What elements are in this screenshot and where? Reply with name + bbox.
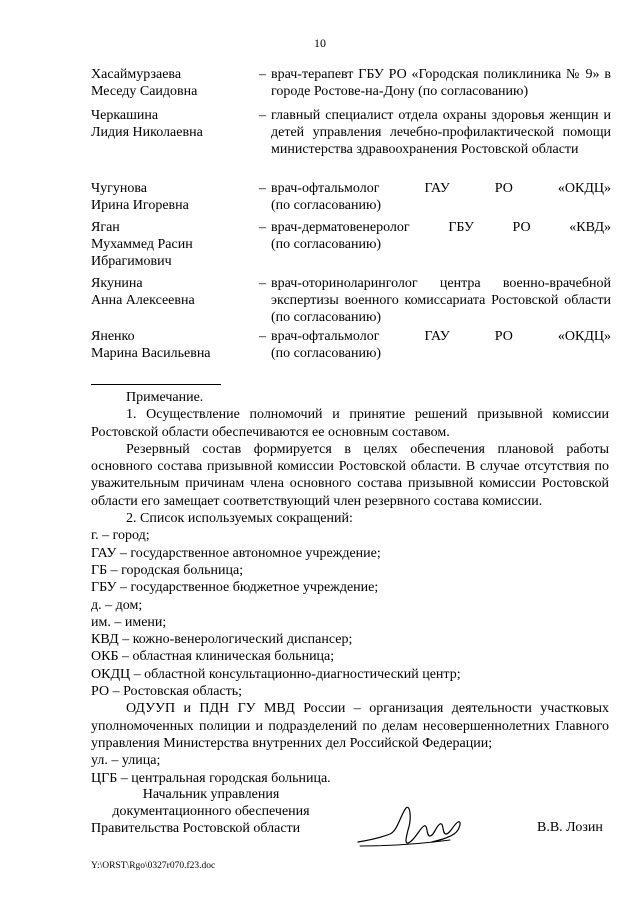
abbreviation-item: РО – Ростовская область;	[91, 684, 243, 700]
member-role: врач-оториноларинголог центра военно-врачебной экспертизы военного комиссариата Ростовской области (по согласованию)	[271, 276, 611, 325]
abbreviation-item: ГБУ – государственное бюджетное учреждение;	[91, 580, 379, 596]
abbreviation-item: ОКДЦ – областной консультационно-диагностический центр;	[91, 666, 461, 682]
dash: –	[259, 67, 266, 82]
handwritten-signature	[350, 796, 480, 856]
member-entry	[91, 180, 611, 216]
abbreviation-item: г. – город;	[91, 528, 150, 544]
member-given-names: Ирина Игоревна	[91, 198, 189, 213]
member-given-names: Мухаммед Расин	[91, 237, 193, 252]
signature-title-block	[91, 786, 331, 837]
member-role-line: врач-офтальмолог ГАУ РО «ОКДЦ»	[271, 181, 611, 196]
member-surname: Яненко	[91, 329, 135, 344]
dash: –	[259, 329, 266, 344]
member-given-names: Лидия Николаевна	[91, 125, 203, 140]
member-surname: Черкашина	[91, 108, 159, 123]
notes-paragraph: 2. Список используемых сокращений:	[126, 511, 353, 527]
member-name	[91, 180, 256, 214]
abbreviation-item: ОДУУП и ПДН ГУ МВД России – организация деятельности участковых уполномоченных полиции и подразделений по делам несовершеннолетних Главного управления Министерства внутренних дел Российской Федерации;	[91, 701, 609, 751]
member-role-line: (по согласованию)	[271, 346, 382, 361]
dash: –	[259, 108, 266, 123]
member-entry	[91, 219, 611, 271]
abbreviation-item: ул. – улица;	[91, 753, 161, 769]
member-role-line: (по согласованию)	[271, 237, 382, 252]
footnote-divider	[91, 384, 221, 385]
abbreviation-item: ЦГБ – центральная городская больница.	[91, 770, 331, 786]
member-role	[271, 180, 611, 214]
member-surname: Чугунова	[91, 181, 147, 196]
dash: –	[259, 181, 266, 196]
signer-position-line: Правительства Ростовской области	[91, 821, 301, 836]
member-given-names: Марина Васильевна	[91, 346, 211, 361]
notes-paragraph: 1. Осуществление полномочий и принятие решений призывной комиссии Ростовской области обеспечиваются ее основным составом.	[91, 407, 609, 440]
member-name	[91, 107, 256, 141]
member-role-line: врач-офтальмолог ГАУ РО «ОКДЦ»	[271, 329, 611, 344]
member-given-names: Анна Алексеевна	[91, 293, 195, 308]
notes-section	[91, 389, 609, 787]
signer-name: В.В. Лозин	[537, 820, 603, 835]
abbreviation-item: ОКБ – областная клиническая больница;	[91, 649, 335, 665]
member-name	[91, 219, 256, 270]
member-entry	[91, 66, 611, 102]
file-path-footer: Y:\ORST\Rgo\0327r070.f23.doc	[91, 861, 216, 871]
abbreviation-item: КВД – кожно-венерологический диспансер;	[91, 632, 353, 648]
member-given-names: Меседу Саидовна	[91, 84, 198, 99]
member-entry	[91, 328, 611, 364]
page-number: 10	[314, 36, 326, 50]
member-name	[91, 66, 256, 100]
abbreviation-item: им. – имени;	[91, 614, 167, 630]
member-role	[271, 219, 611, 253]
member-surname: Яган	[91, 220, 120, 235]
member-entry	[91, 107, 611, 177]
abbreviation-item: ГАУ – государственное автономное учреждение;	[91, 545, 381, 561]
member-role: главный специалист отдела охраны здоровья женщин и детей управления лечебно-профилактической помощи министерства здравоохранения Ростовской области	[271, 108, 611, 157]
notes-heading: Примечание.	[126, 390, 204, 405]
member-role-line: врач-дерматовенеролог ГБУ РО «КВД»	[271, 220, 611, 235]
member-name	[91, 275, 256, 309]
member-patronymic: Ибрагимович	[91, 254, 172, 269]
member-role: врач-терапевт ГБУ РО «Городская поликлиника № 9» в городе Ростове-на-Дону (по согласованию)	[271, 67, 611, 99]
member-entry	[91, 275, 611, 327]
signer-position-line: документационного обеспечения	[112, 804, 310, 819]
member-surname: Якунина	[91, 276, 143, 291]
member-role	[271, 328, 611, 362]
dash: –	[259, 276, 266, 291]
abbreviation-item: ГБ – городская больница;	[91, 562, 244, 578]
member-role-line: (по согласованию)	[271, 198, 382, 213]
member-surname: Хасаймурзаева	[91, 67, 182, 82]
notes-paragraph: Резервный состав формируется в целях обеспечения плановой работы основного состава призывной комиссии Ростовской области. В случае отсутствия по уважительным причинам члена основного состава призывной комиссии Ростовской области его замещает соответствующий член резервного состава комиссии.	[91, 441, 609, 509]
member-name	[91, 328, 256, 362]
signer-position-line: Начальник управления	[142, 787, 280, 802]
dash: –	[259, 220, 266, 235]
abbreviation-item: д. – дом;	[91, 597, 143, 613]
